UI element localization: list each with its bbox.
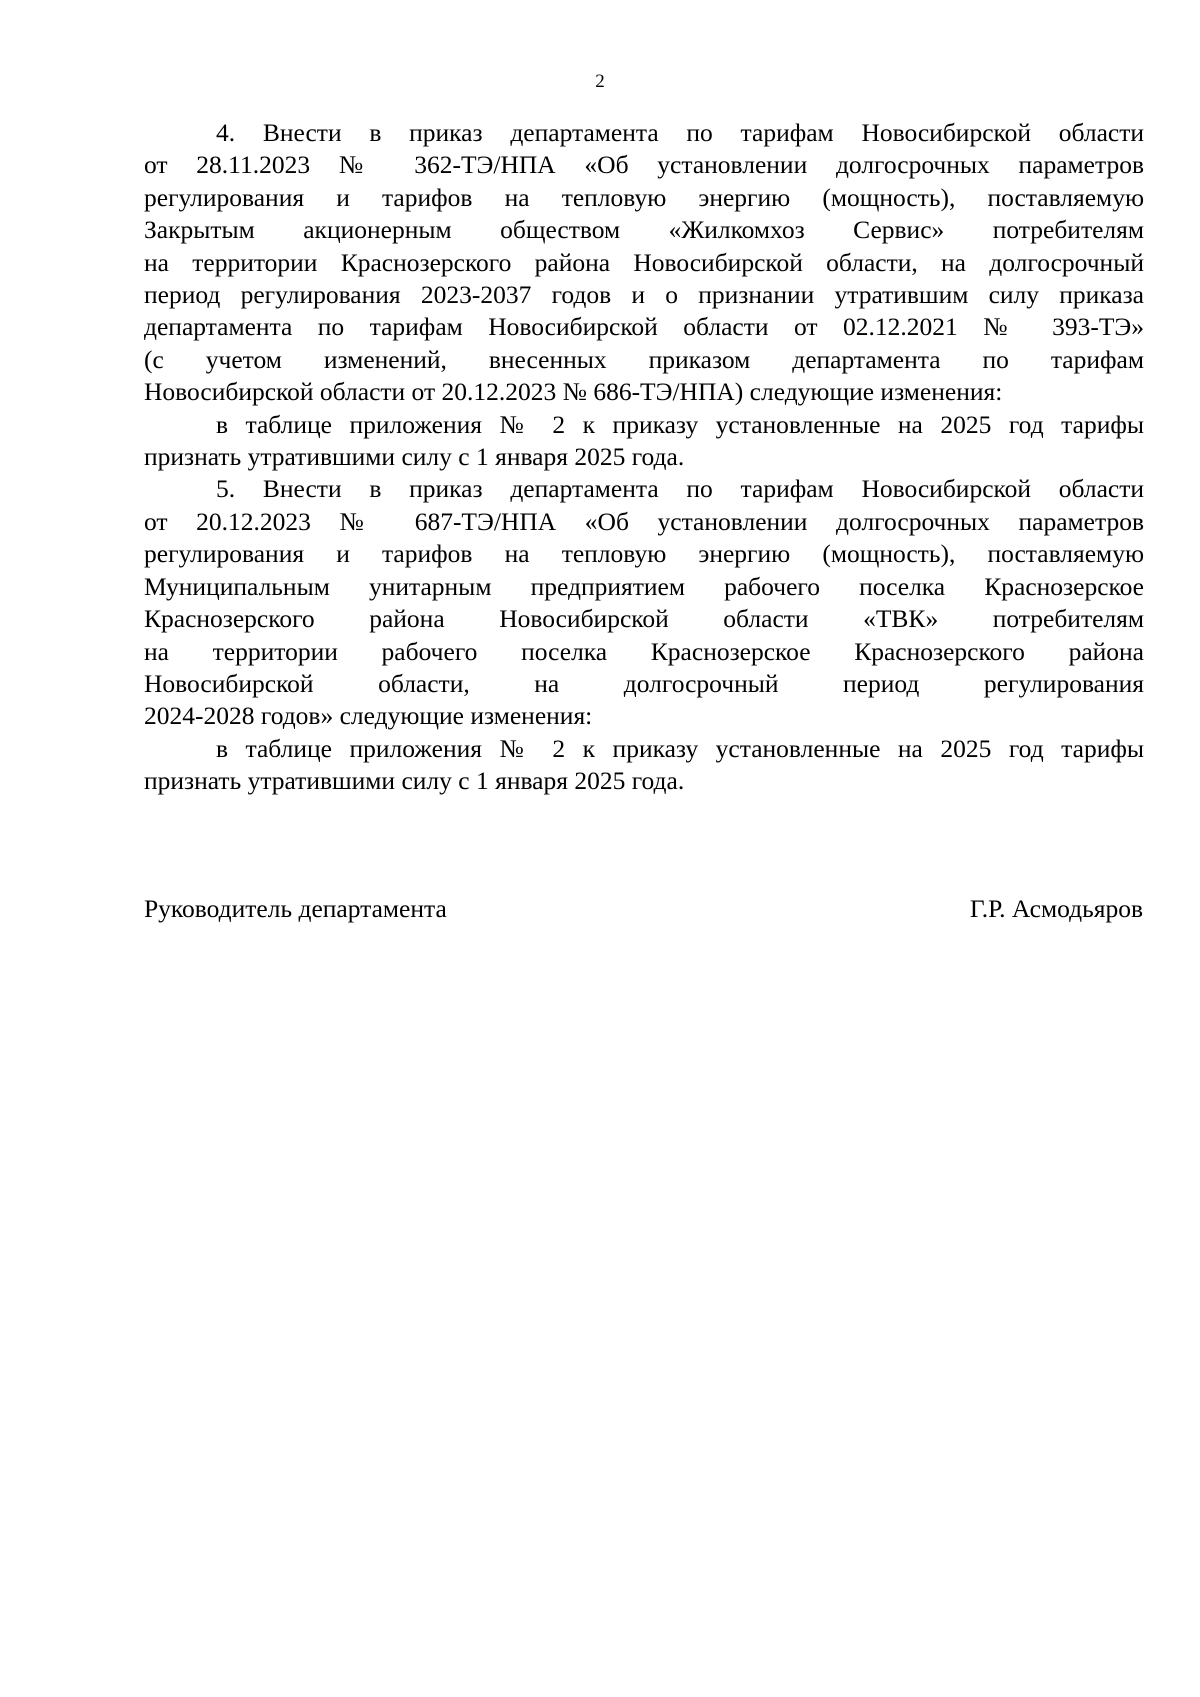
- paragraph-line: регулирования и тарифов на тепловую энергию (мощность), поставляемую: [144, 539, 1144, 569]
- paragraph-line: Муниципальным унитарным предприятием рабочего поселка Краснозерское: [144, 571, 1144, 601]
- paragraph-item-4: [144, 117, 1144, 409]
- paragraph-line: от 20.12.2023 № 687-ТЭ/НПА «Об установлении долгосрочных параметров: [144, 506, 1144, 536]
- page-number: 2: [595, 71, 605, 92]
- paragraph-line: на территории Краснозерского района Новосибирской области, на долгосрочный: [144, 247, 1144, 277]
- paragraph-item-5: [144, 473, 1144, 732]
- paragraph-item-4-subitem: [144, 409, 1144, 474]
- paragraph-line: (с учетом изменений, внесенных приказом департамента по тарифам: [144, 344, 1144, 374]
- paragraph-line: Новосибирской области от 20.12.2023 № 686-ТЭ/НПА) следующие изменения:: [144, 377, 1003, 407]
- document-body: [144, 117, 1144, 798]
- paragraph-line: в таблице приложения № 2 к приказу установленные на 2025 год тарифы: [216, 733, 1144, 763]
- paragraph-line: регулирования и тарифов на тепловую энергию (мощность), поставляемую: [144, 182, 1144, 212]
- paragraph-line: от 28.11.2023 № 362-ТЭ/НПА «Об установлении долгосрочных параметров: [144, 150, 1144, 180]
- signatory-name: Г.Р. Асмодьяров: [969, 894, 1143, 923]
- paragraph-line: Новосибирской области, на долгосрочный период регулирования: [144, 668, 1144, 698]
- paragraph-line: Закрытым акционерным обществом «Жилкомхоз Сервис» потребителям: [144, 215, 1144, 245]
- paragraph-line: период регулирования 2023-2037 годов и о признании утратившим силу приказа: [144, 280, 1144, 310]
- signature-block: [144, 893, 1143, 925]
- paragraph-line: признать утратившими силу с 1 января 2025 года.: [144, 442, 685, 472]
- paragraph-line: признать утратившими силу с 1 января 2025 года.: [144, 766, 685, 796]
- paragraph-line: 5. Внести в приказ департамента по тарифам Новосибирской области: [216, 474, 1144, 504]
- signatory-position: Руководитель департамента: [144, 894, 447, 923]
- paragraph-line: в таблице приложения № 2 к приказу установленные на 2025 год тарифы: [216, 409, 1144, 439]
- paragraph-line: департамента по тарифам Новосибирской области от 02.12.2021 № 393-ТЭ»: [144, 312, 1144, 342]
- paragraph-line: на территории рабочего поселка Краснозерское Краснозерского района: [144, 636, 1144, 666]
- paragraph-line: 4. Внести в приказ департамента по тарифам Новосибирской области: [216, 118, 1144, 147]
- paragraph-item-5-subitem: [144, 733, 1144, 798]
- paragraph-line: Краснозерского района Новосибирской области «ТВК» потребителям: [144, 604, 1144, 634]
- paragraph-line: 2024-2028 годов» следующие изменения:: [144, 701, 593, 731]
